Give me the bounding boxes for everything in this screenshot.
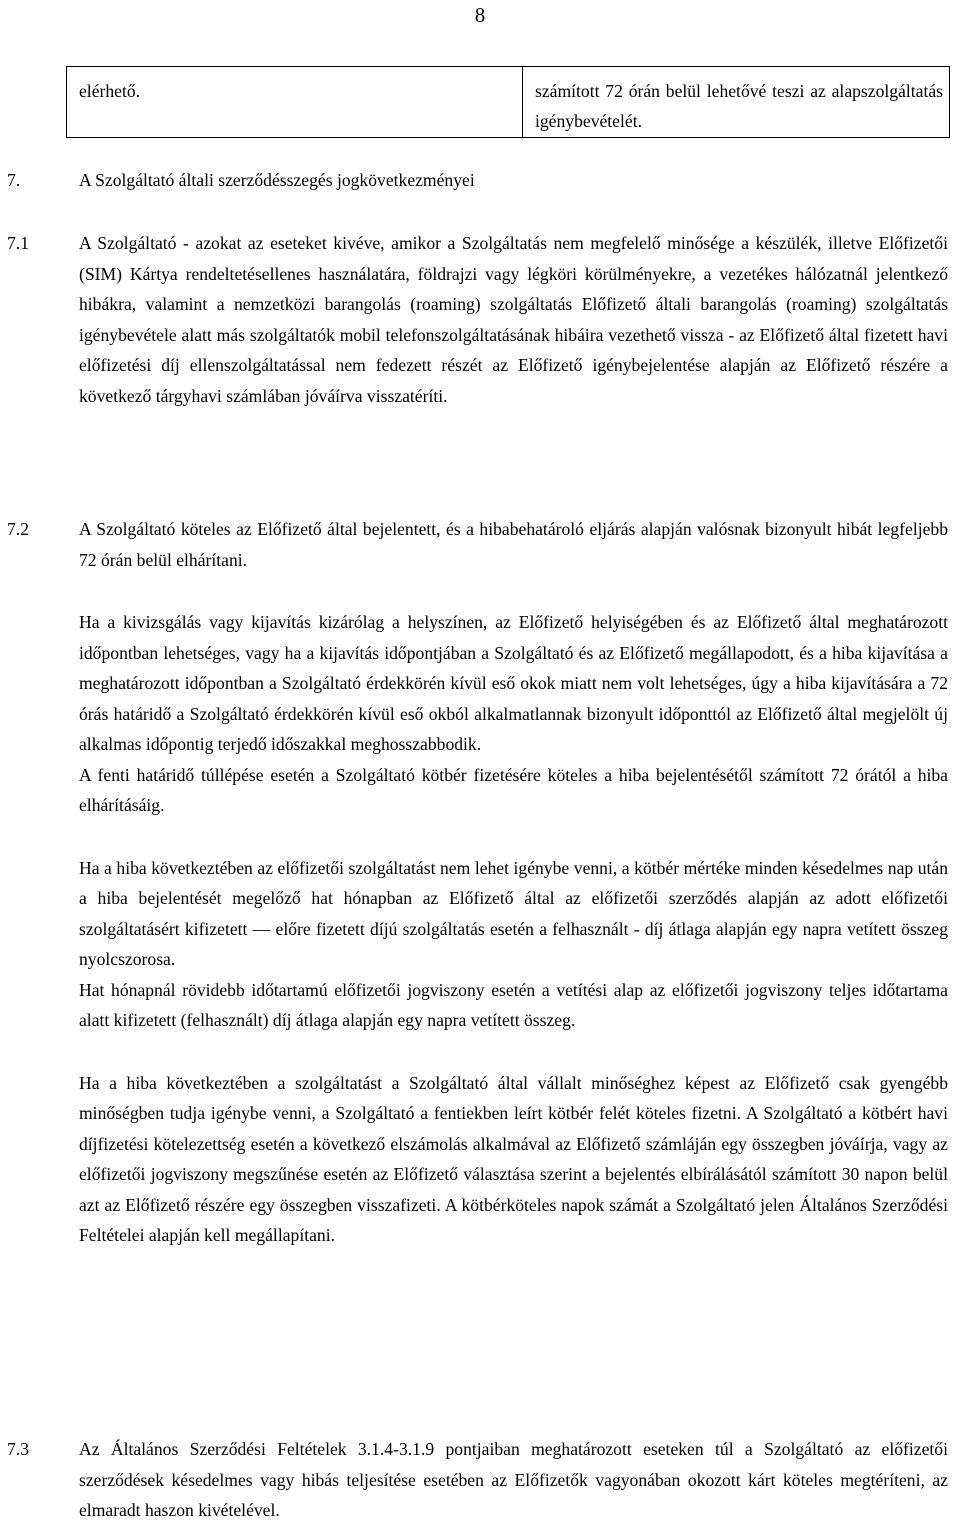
section-heading-number: 7.: [7, 170, 21, 190]
paragraph: A Szolgáltató - azokat az eseteket kivéve, amikor a Szolgáltatás nem megfelelő minősége a készülék, illetve Előfizetői (SIM) Kártya rendeltetésellenes használatára, földrajzi vagy légköri körülményekre, a vezetékes hálózatnál jelentkező hibákra, valamint a nemzetközi barangolás (roaming) szolgáltatás Előfizető általi barangolás (roaming) szolgáltatás igénybevétele alatt más szolgáltatók mobil telefonszolgáltatásának hibáira vezethető vissza - az Előfizető által fizetett havi előfizetési díj ellenszolgáltatással nem fedezett részét az Előfizető igénybejelentése alapján az Előfizető részére a következő tárgyhavi számlában jóváírva visszatéríti.: [79, 233, 948, 406]
paragraph: Ha a hiba következtében a szolgáltatást a Szolgáltató által vállalt minőséghez képest az Előfizető csak gyengébb minőségben tudja igénybe venni, a Szolgáltató a fentiekben leírt kötbér felét köteles fizetni. A Szolgáltató a kötbért havi díjfizetési kötelezettség esetén a következő elszámolás alkalmával az Előfizető számláján egy összegben jóváírja, vagy az előfizetői jogviszony megszűnése esetén az Előfizető választása szerint a bejelentés elbírálásától számított 30 napon belül azt az Előfizető részére egy összegben visszafizeti. A kötbérköteles napok számát a Szolgáltató jelen Általános Szerződési Feltételei alapján kell megállapítani.: [79, 1072, 948, 1245]
paragraph: A Szolgáltató köteles az Előfizető által bejelentett, és a hibabehatároló eljárás alapján valósnak bizonyult hibát legfeljebb 72 órán belül elhárítani.: [79, 519, 948, 570]
continued-table: [66, 66, 950, 138]
paragraph: Ha a kivizsgálás vagy kijavítás kizárólag a helyszínen, az Előfizető helyiségében és az Előfizető által meghatározott időpontban lehetséges, vagy ha a kijavítás időpontjában a Szolgáltató és az Előfizető megállapodott, és a hiba kijavítása a meghatározott időpontban a Szolgáltató érdekkörén kívül eső okok miatt nem volt lehetséges, úgy a hiba kijavítására a 72 órás határidő a Szolgáltató érdekkörén kívül eső okból alkalmatlannak bizonyult időponttól az Előfizető által megjelölt új alkalmas időpontig terjedő időszakkal meghosszabbodik.: [79, 612, 948, 754]
paragraph: Ha a hiba következtében az előfizetői szolgáltatást nem lehet igénybe venni, a kötbér mértéke minden késedelmes nap után a hiba bejelentését megelőző hat hónapban az Előfizető által az előfizetői szerződés alapján az adott előfizetői szolgáltatásért kifizetett — előre fizetett díjú szolgáltatás esetén a felhasznált - díj átlaga alapján egy napra vetített összeg nyolcszorosa.: [79, 857, 948, 969]
paragraph: Az Általános Szerződési Feltételek 3.1.4-3.1.9 pontjaiban meghatározott eseteken túl a Szolgáltató az előfizetői szerződések késedelmes vagy hibás teljesítése esetében az Előfizetők vagyonában okozott kárt köteles megtéríteni, az elmaradt haszon kivételével.: [79, 1439, 948, 1520]
table-cell-left: elérhető.: [67, 67, 523, 138]
section-7-1: [7, 228, 948, 411]
page-number: 8: [474, 3, 486, 27]
section-7-3: [7, 1434, 948, 1526]
section-heading-title: A Szolgáltató általi szerződésszegés jogkövetkezményei: [79, 170, 475, 190]
section-number: 7.2: [7, 519, 29, 539]
paragraph: A fenti határidő túllépése esetén a Szolgáltató kötbér fizetésére köteles a hiba bejelentésétől számított 72 órától a hiba elhárításáig.: [79, 764, 948, 815]
table-cell-right: számított 72 órán belül lehetővé teszi az alapszolgáltatás igénybevételét.: [523, 67, 950, 138]
section-7-2: [7, 514, 948, 1251]
section-number: 7.1: [7, 233, 29, 253]
table-row: [67, 67, 950, 138]
section-number: 7.3: [7, 1439, 29, 1459]
paragraph: Hat hónapnál rövidebb időtartamú előfizetői jogviszony esetén a vetítési alap az előfizetői jogviszony teljes időtartama alatt kifizetett (felhasznált) díj átlaga alapján egy napra vetített összeg.: [79, 979, 948, 1030]
